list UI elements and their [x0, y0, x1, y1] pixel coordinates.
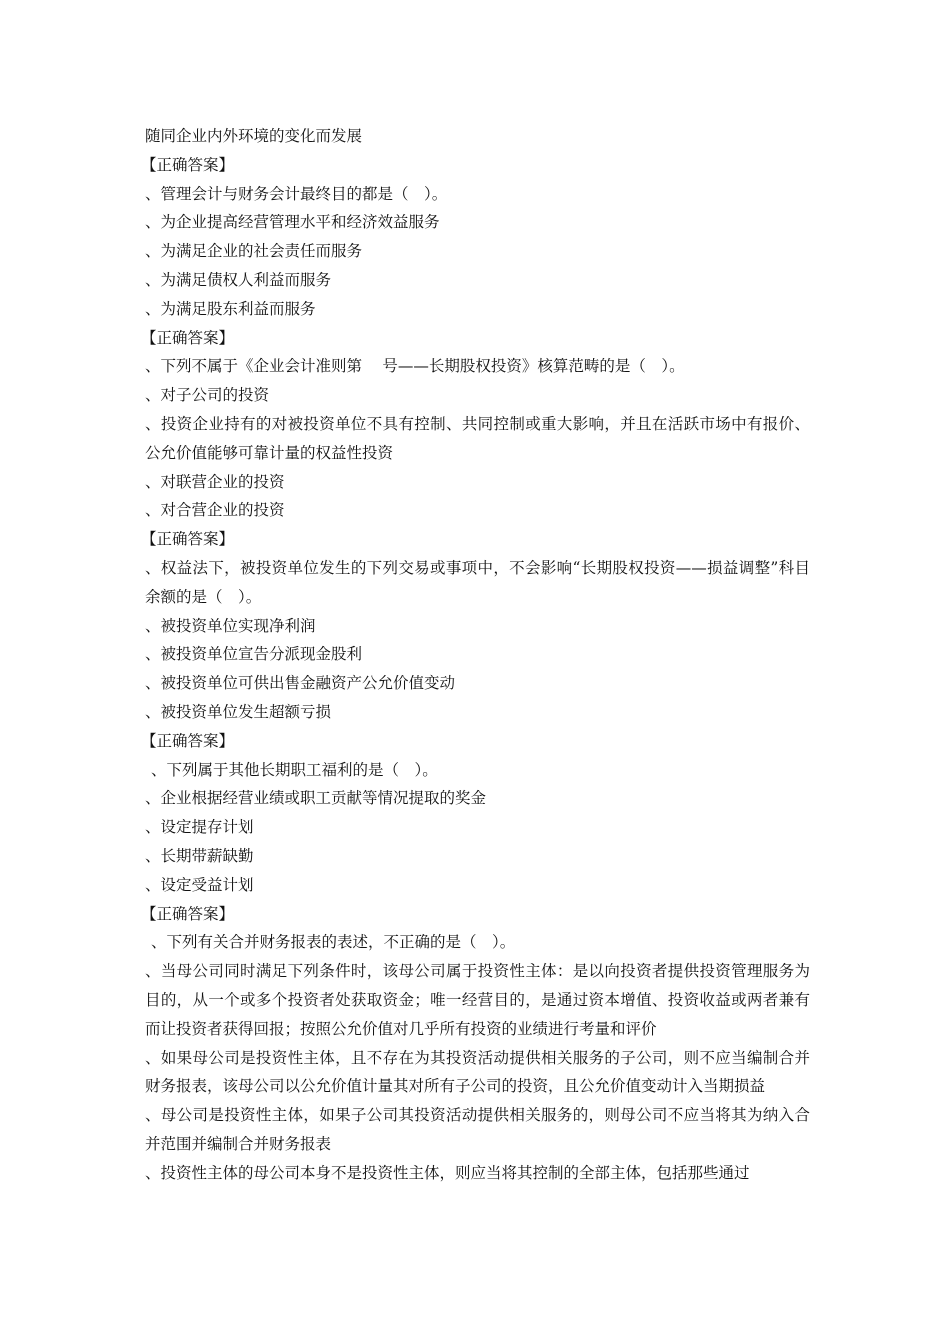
- document-body: [141, 122, 810, 1187]
- answer-label: 【正确答案】: [141, 904, 235, 923]
- option-text: 、为企业提高经营管理水平和经济效益服务: [145, 213, 440, 232]
- option-text: 、被投资单位宣告分派现金股利: [145, 645, 363, 664]
- option-text: 、被投资单位可供出售金融资产公允价值变动: [145, 674, 456, 693]
- option-text: 、当母公司同时满足下列条件时，该母公司属于投资性主体：是以向投资者提供投资管理服务为目的，从一个或多个投资者处获取资金；唯一经营目的，是通过资本增值、投资收益或两者兼有而让投资者获得回报；按照公允价值对几乎所有投资的业绩进行考量和评价: [145, 962, 810, 1038]
- option-text: 、对合营企业的投资: [145, 501, 285, 520]
- question-text: 、下列有关合并财务报表的表述，不正确的是（ ）。: [151, 933, 516, 952]
- answer-label: 【正确答案】: [141, 731, 235, 750]
- option-text: 、设定受益计划: [145, 875, 254, 894]
- text-line: 随同企业内外环境的变化而发展: [145, 127, 363, 145]
- option-text: 、企业根据经营业绩或职工贡献等情况提取的奖金: [145, 789, 487, 808]
- option-text: 、投资性主体的母公司本身不是投资性主体，则应当将其控制的全部主体，包括那些通过: [145, 1163, 750, 1182]
- answer-label: 【正确答案】: [141, 155, 235, 174]
- option-text: 、为满足企业的社会责任而服务: [145, 242, 363, 261]
- question-text: 、下列属于其他长期职工福利的是（ ）。: [151, 760, 438, 779]
- question-text: 、下列不属于《企业会计准则第 号——长期股权投资》核算范畴的是（ ）。: [145, 357, 685, 376]
- option-text: 、投资企业持有的对被投资单位不具有控制、共同控制或重大影响，并且在活跃市场中有报价、公允价值能够可靠计量的权益性投资: [145, 414, 810, 462]
- option-text: 、设定提存计划: [145, 818, 254, 837]
- option-text: 、为满足债权人利益而服务: [145, 270, 332, 289]
- question-text: 、管理会计与财务会计最终目的都是（ ）。: [145, 184, 448, 203]
- option-text: 、长期带薪缺勤: [145, 846, 254, 865]
- option-text: 、如果母公司是投资性主体，且不存在为其投资活动提供相关服务的子公司，则不应当编制合并财务报表，该母公司以公允价值计量其对所有子公司的投资，且公允价值变动计入当期损益: [145, 1048, 810, 1096]
- option-text: 、被投资单位发生超额亏损: [145, 702, 332, 721]
- option-text: 、为满足股东利益而服务: [145, 299, 316, 318]
- option-text: 、对子公司的投资: [145, 386, 270, 405]
- question-text: 、权益法下，被投资单位发生的下列交易或事项中，不会影响“长期股权投资——损益调整”科目余额的是（ ）。: [145, 558, 810, 606]
- option-text: 、被投资单位实现净利润: [145, 616, 316, 635]
- option-text: 、母公司是投资性主体，如果子公司其投资活动提供相关服务的，则母公司不应当将其为纳入合并范围并编制合并财务报表: [145, 1106, 810, 1153]
- answer-label: 【正确答案】: [141, 530, 235, 549]
- option-text: 、对联营企业的投资: [145, 472, 285, 491]
- answer-label: 【正确答案】: [141, 328, 235, 347]
